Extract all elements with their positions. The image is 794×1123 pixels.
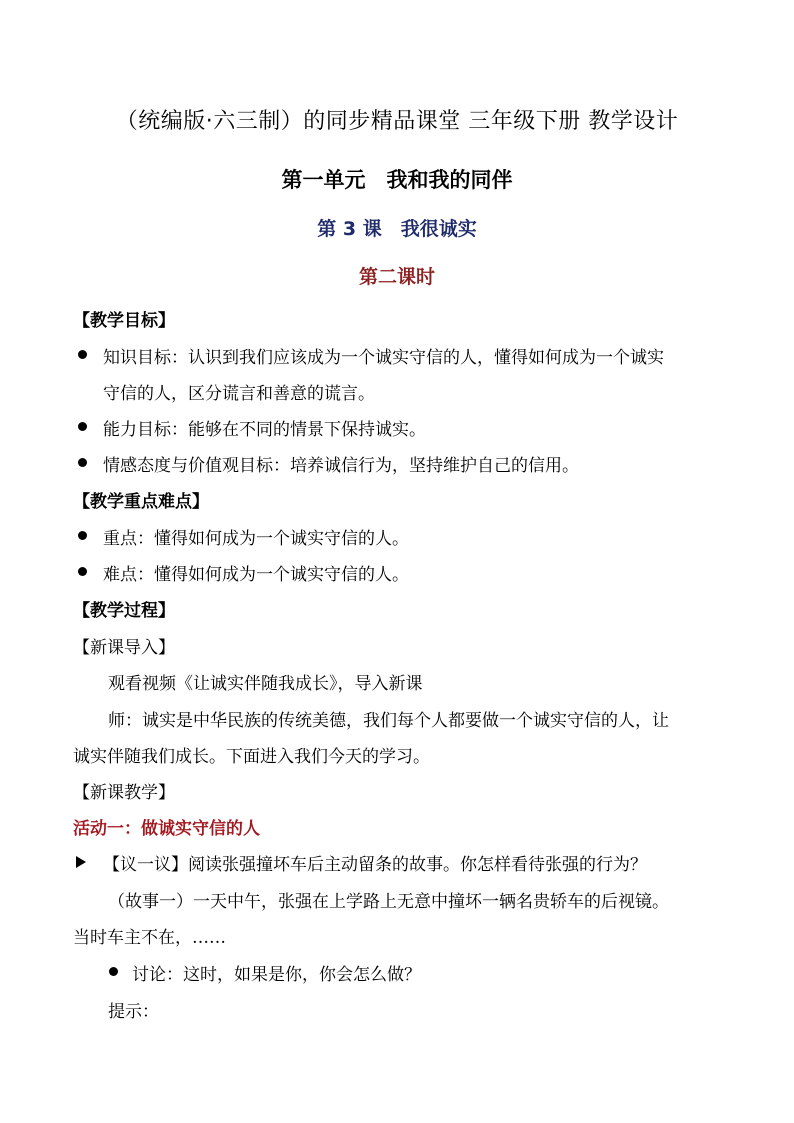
intro-heading: 【新课导入】 — [73, 638, 175, 658]
discussion-question: 讨论：这时，如果是你，你会怎么做？ — [132, 965, 421, 985]
bullet-icon — [78, 567, 87, 576]
lesson-title: 第 3 课 我很诚实 — [317, 218, 477, 240]
intro-line-2: 师：诚实是中华民族的传统美德，我们每个人都要做一个诚实守信的人，让 — [108, 711, 669, 731]
bullet-icon — [78, 458, 87, 467]
bullet-icon — [78, 350, 87, 359]
arrow-bullet-icon — [76, 856, 86, 868]
hint-label: 提示： — [108, 1002, 159, 1022]
objective-item-2: 能力目标：能够在不同的情景下保持诚实。 — [103, 420, 426, 440]
period-title: 第二课时 — [358, 266, 435, 288]
document-title: （统编版·六三制）的同步精品课堂 三年级下册 教学设计 — [115, 109, 679, 134]
bullet-icon — [78, 422, 87, 431]
bullet-icon — [109, 967, 118, 976]
intro-line-3: 诚实伴随我们成长。下面进入我们今天的学习。 — [73, 747, 430, 767]
key-points-heading: 【教学重点难点】 — [73, 492, 209, 512]
teaching-heading: 【新课教学】 — [73, 783, 175, 803]
story-line-1: （故事一）一天中午，张强在上学路上无意中撞坏一辆名贵轿车的后视镜。 — [108, 892, 669, 912]
intro-line-1: 观看视频《让诚实伴随我成长》，导入新课 — [108, 674, 423, 694]
objective-item-3: 情感态度与价值观目标：培养诚信行为，坚持维护自己的信用。 — [103, 456, 579, 476]
bullet-icon — [78, 531, 87, 540]
objective-item-1-line1: 知识目标：认识到我们应该成为一个诚实守信的人，懂得如何成为一个诚实 — [103, 348, 664, 368]
key-point-item: 重点：懂得如何成为一个诚实守信的人。 — [103, 529, 409, 549]
process-heading: 【教学过程】 — [73, 601, 175, 621]
unit-title: 第一单元 我和我的同伴 — [281, 168, 513, 192]
activity-title: 活动一：做诚实守信的人 — [73, 819, 260, 839]
objectives-heading: 【教学目标】 — [73, 311, 175, 331]
discussion-prompt: 【议一议】阅读张强撞坏车后主动留条的故事。你怎样看待张强的行为？ — [103, 855, 647, 875]
objective-item-1-line2: 守信的人，区分谎言和善意的谎言。 — [103, 384, 375, 404]
difficult-point-item: 难点：懂得如何成为一个诚实守信的人。 — [103, 565, 409, 585]
story-line-2: 当时车主不在，…… — [73, 928, 226, 948]
